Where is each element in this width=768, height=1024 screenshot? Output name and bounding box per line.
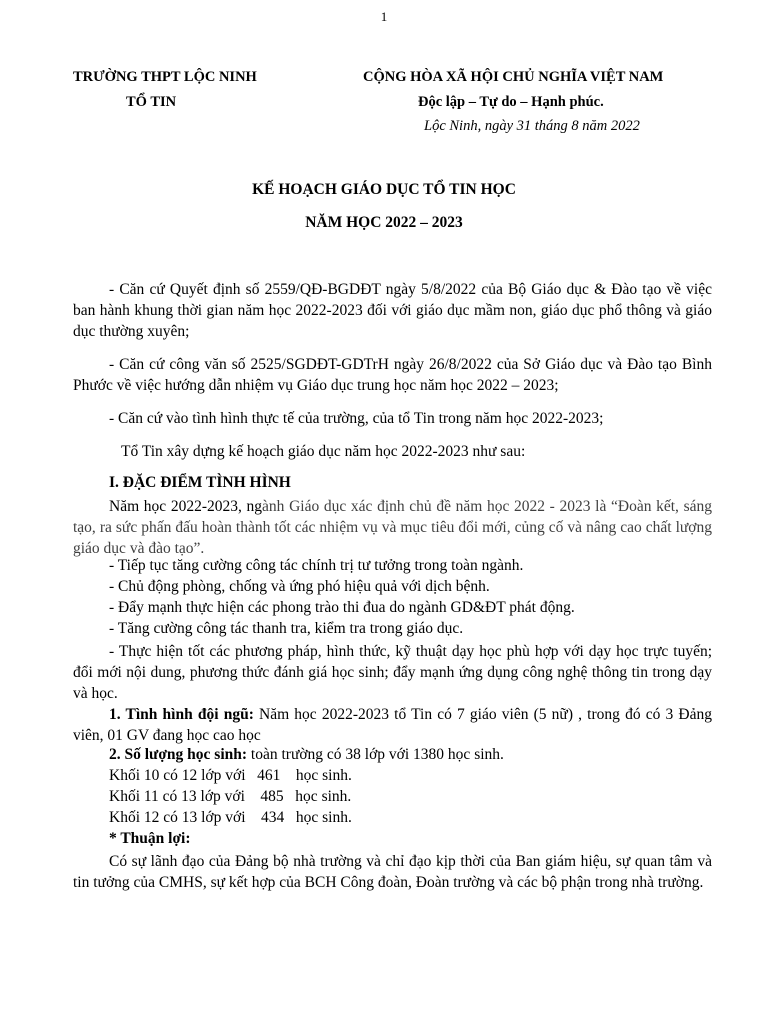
staff-text: Năm học 2022-2023 tổ Tin có 7 giáo viên (5 nữ) , trong đó có 3 Đảng viên, 01 GV đang học cao học (73, 706, 712, 744)
advantages-paragraph: Có sự lãnh đạo của Đảng bộ nhà trường và chỉ đạo kịp thời của Ban giám hiệu, sự quan tâm và tin tưởng của CMHS, sự kết hợp của BCH Công đoàn, Đoàn trường và các bộ phận trong nhà trường. (73, 853, 712, 891)
grade-line: Khối 11 có 13 lớp với 485 học sinh. (109, 788, 352, 805)
students-label: 2. Số lượng học sinh: (109, 746, 248, 763)
advantages-label: * Thuận lợi: (109, 830, 191, 847)
theme-paragraph (73, 496, 712, 559)
school-name: TRƯỜNG THPT LỘC NINH (73, 69, 257, 85)
task-item: - Tăng cường công tác thanh tra, kiểm tra trong giáo dục. (109, 620, 464, 637)
basis-paragraph-1: - Căn cứ Quyết định số 2559/QĐ-BGDĐT ngày 5/8/2022 của Bộ Giáo dục & Đào tạo về việc ban hành khung thời gian năm học 2022-2023 đối với giáo dục mầm non, giáo dục phổ thông và giáo dục thường xuyên; (73, 281, 712, 340)
students-text: toàn trường có 38 lớp với 1380 học sinh. (247, 746, 504, 763)
task-item: - Thực hiện tốt các phương pháp, hình thức, kỹ thuật dạy học phù hợp với dạy học trực tuyến; đổi mới nội dung, phương thức đánh giá học sinh; đẩy mạnh ứng dụng công nghệ thông tin trong dạy và học. (73, 643, 712, 702)
republic-title: CỘNG HÒA XÃ HỘI CHỦ NGHĨA VIỆT NAM (363, 69, 664, 85)
motto: Độc lập – Tự do – Hạnh phúc. (418, 94, 604, 110)
section-heading: I. ĐẶC ĐIỂM TÌNH HÌNH (109, 474, 291, 491)
task-item: - Tiếp tục tăng cường công tác chính trị tư tưởng trong toàn ngành. (109, 557, 524, 574)
staff-label: 1. Tình hình đội ngũ: (109, 706, 254, 723)
basis-paragraph-3: - Căn cứ vào tình hình thực tế của trường, của tổ Tin trong năm học 2022-2023; (109, 410, 604, 427)
students-line (109, 746, 504, 764)
page-number: 1 (380, 9, 388, 24)
group-name: TỔ TIN (126, 94, 177, 110)
intro-paragraph: Tổ Tin xây dựng kế hoạch giáo dục năm học 2022-2023 như sau: (121, 443, 526, 460)
place-date: Lộc Ninh, ngày 31 tháng 8 năm 2022 (424, 118, 640, 134)
theme-lead: Năm học 2022-2023, ng (109, 498, 263, 515)
task-item: - Đẩy mạnh thực hiện các phong trào thi đua do ngành GD&ĐT phát động. (109, 599, 575, 616)
document-title: KẾ HOẠCH GIÁO DỤC TỔ TIN HỌC (252, 181, 516, 198)
school-year-title: NĂM HỌC 2022 – 2023 (305, 214, 463, 231)
staff-paragraph (73, 704, 712, 746)
grade-line: Khối 12 có 13 lớp với 434 học sinh. (109, 809, 352, 826)
grade-line: Khối 10 có 12 lớp với 461 học sinh. (109, 767, 352, 784)
theme-rest: ành Giáo dục xác định chủ đề năm học 2022 - 2023 là “Đoàn kết, sáng tạo, ra sức phấn đấu hoàn thành tốt các nhiệm vụ và mục tiêu đổi mới, củng cố và nâng cao chất lượng giáo dục và đào tạo”. (73, 498, 712, 557)
basis-paragraph-2: - Căn cứ công văn số 2525/SGDĐT-GDTrH ngày 26/8/2022 của Sở Giáo dục và Đào tạo Bình Phước về việc hướng dẫn nhiệm vụ Giáo dục trung học năm học 2022 – 2023; (73, 356, 712, 394)
task-item: - Chủ động phòng, chống và ứng phó hiệu quả với dịch bệnh. (109, 578, 490, 595)
